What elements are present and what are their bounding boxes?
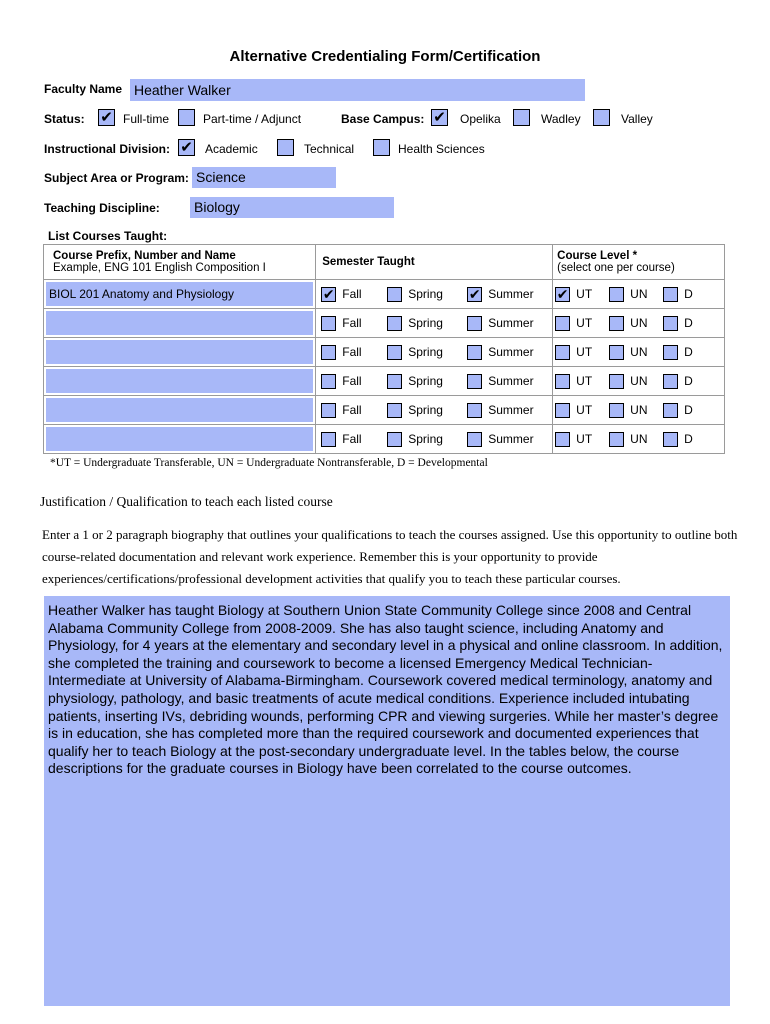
semester-fall-checkbox[interactable]: ✔ bbox=[322, 285, 335, 302]
level-ut-label: UT bbox=[576, 374, 593, 388]
level-ut-checkbox[interactable]: ✔ bbox=[556, 285, 569, 302]
division-academic-checkbox[interactable]: ✔ bbox=[178, 139, 195, 156]
semester-summer-label: Summer bbox=[488, 345, 534, 359]
level-footnote: *UT = Undergraduate Transferable, UN = Undergraduate Nontransferable, D = Developmental bbox=[50, 457, 488, 469]
courses-label: List Courses Taught: bbox=[48, 229, 168, 243]
semester-spring-label: Spring bbox=[408, 374, 443, 388]
level-ut-checkbox[interactable] bbox=[555, 403, 570, 418]
level-un-label: UN bbox=[630, 345, 648, 359]
division-health-checkbox[interactable] bbox=[373, 139, 390, 156]
division-technical-checkbox[interactable] bbox=[277, 139, 294, 156]
semester-fall-checkbox[interactable] bbox=[321, 345, 336, 360]
level-un-checkbox[interactable] bbox=[609, 403, 624, 418]
semester-summer-label: Summer bbox=[488, 374, 534, 388]
faculty-name-field[interactable]: Heather Walker bbox=[130, 79, 585, 101]
semester-spring-checkbox[interactable] bbox=[387, 287, 402, 302]
level-ut-checkbox[interactable] bbox=[555, 316, 570, 331]
level-d-checkbox[interactable] bbox=[663, 316, 678, 331]
level-d-checkbox[interactable] bbox=[663, 374, 678, 389]
level-ut-label: UT bbox=[576, 287, 593, 301]
campus-opelika-label: Opelika bbox=[460, 112, 501, 126]
level-d-label: D bbox=[684, 316, 693, 330]
level-ut-label: UT bbox=[576, 432, 593, 446]
semester-summer-checkbox[interactable]: ✔ bbox=[468, 285, 481, 302]
course-name-field[interactable] bbox=[46, 340, 313, 364]
semester-fall-label: Fall bbox=[342, 287, 362, 301]
level-ut-label: UT bbox=[576, 316, 593, 330]
level-ut-checkbox[interactable] bbox=[555, 374, 570, 389]
semester-spring-label: Spring bbox=[408, 432, 443, 446]
level-un-checkbox[interactable] bbox=[609, 345, 624, 360]
base-campus-label: Base Campus: bbox=[341, 112, 425, 126]
course-row bbox=[44, 367, 725, 396]
semester-summer-label: Summer bbox=[488, 432, 534, 446]
course-row bbox=[44, 309, 725, 338]
discipline-field[interactable]: Biology bbox=[190, 197, 394, 218]
level-d-checkbox[interactable] bbox=[663, 287, 678, 302]
division-academic-label: Academic bbox=[205, 142, 258, 156]
semester-fall-label: Fall bbox=[342, 345, 362, 359]
level-d-label: D bbox=[684, 345, 693, 359]
semester-summer-checkbox[interactable] bbox=[467, 432, 482, 447]
col-level-header: Course Level * bbox=[557, 250, 638, 262]
campus-valley-checkbox[interactable] bbox=[593, 109, 610, 126]
status-fulltime-checkbox[interactable]: ✔ bbox=[98, 109, 115, 126]
discipline-label: Teaching Discipline: bbox=[44, 201, 160, 215]
level-un-label: UN bbox=[630, 374, 648, 388]
level-un-checkbox[interactable] bbox=[609, 287, 624, 302]
level-d-checkbox[interactable] bbox=[663, 345, 678, 360]
level-ut-checkbox[interactable] bbox=[555, 432, 570, 447]
division-technical-label: Technical bbox=[304, 142, 355, 156]
subject-label: Subject Area or Program: bbox=[44, 171, 189, 185]
status-fulltime-label: Full-time bbox=[123, 112, 170, 126]
col-course-subheader: Example, ENG 101 English Composition I bbox=[53, 262, 266, 274]
justification-heading: Justification / Qualification to teach each listed course bbox=[40, 494, 333, 509]
courses-header-row bbox=[44, 245, 725, 280]
semester-fall-label: Fall bbox=[342, 403, 362, 417]
level-un-checkbox[interactable] bbox=[609, 316, 624, 331]
course-name-field[interactable] bbox=[46, 311, 313, 335]
biography-field[interactable]: Heather Walker has taught Biology at Southern Union State Community College since 2008 and Central Alabama Community College from 2008-2009. She has also taught science, including Anatomy and Physiology, for 4 years at the elementary and secondary level in a physical and online classroom. In addition, she completed the training and coursework to become a licensed Emergency Medical Technician-Intermediate at University of Alabama-Birmingham. Coursework covered medical terminology, anatomy and physiology, pathology, and basic treatments of acute medical conditions. Experience included intubating patients, inserting IVs, debriding wounds, performing CPR and viewing surgeries. While her master’s degree is in education, she has completed more than the required coursework and documented experiences that qualify her to teach Biology at the post-secondary undergraduate level. In the tables below, the course descriptions for the graduate courses in Biology have been correlated to the course outcomes. bbox=[44, 596, 730, 1006]
semester-fall-checkbox[interactable] bbox=[321, 432, 336, 447]
level-un-label: UN bbox=[630, 432, 648, 446]
semester-summer-label: Summer bbox=[488, 316, 534, 330]
semester-spring-checkbox[interactable] bbox=[387, 403, 402, 418]
semester-spring-label: Spring bbox=[408, 403, 443, 417]
status-parttime-label: Part-time / Adjunct bbox=[203, 112, 302, 126]
course-name-field[interactable] bbox=[46, 398, 313, 422]
semester-summer-label: Summer bbox=[488, 287, 534, 301]
semester-summer-checkbox[interactable] bbox=[467, 374, 482, 389]
form-title: Alternative Credentialing Form/Certification bbox=[229, 48, 541, 65]
col-level-subheader: (select one per course) bbox=[557, 262, 675, 274]
course-row bbox=[44, 425, 725, 454]
semester-summer-checkbox[interactable] bbox=[467, 345, 482, 360]
semester-fall-label: Fall bbox=[342, 374, 362, 388]
faculty-name-label: Faculty Name bbox=[44, 82, 123, 96]
level-un-label: UN bbox=[630, 403, 648, 417]
level-d-checkbox[interactable] bbox=[663, 403, 678, 418]
justification-instructions: Enter a 1 or 2 paragraph biography that outlines your qualifications to teach the courses assigned. Use this opportunity to outline both course-related documentation and relevant work experience. Remember this is your opportunity to provide experiences/certifications/professional development activities that qualify you to teach these particular courses. bbox=[42, 527, 738, 586]
semester-spring-checkbox[interactable] bbox=[387, 345, 402, 360]
semester-fall-checkbox[interactable] bbox=[321, 374, 336, 389]
semester-spring-checkbox[interactable] bbox=[387, 432, 402, 447]
level-d-label: D bbox=[684, 287, 693, 301]
semester-spring-checkbox[interactable] bbox=[387, 374, 402, 389]
status-label: Status: bbox=[44, 112, 85, 126]
level-ut-checkbox[interactable] bbox=[555, 345, 570, 360]
semester-spring-label: Spring bbox=[408, 287, 443, 301]
courses-table bbox=[43, 244, 725, 454]
division-label: Instructional Division: bbox=[44, 142, 171, 156]
semester-fall-label: Fall bbox=[342, 316, 362, 330]
semester-spring-checkbox[interactable] bbox=[387, 316, 402, 331]
semester-summer-checkbox[interactable] bbox=[467, 316, 482, 331]
col-semester-header: Semester Taught bbox=[316, 245, 553, 280]
course-row bbox=[44, 338, 725, 367]
semester-summer-checkbox[interactable] bbox=[467, 403, 482, 418]
course-row bbox=[44, 396, 725, 425]
course-name-field[interactable] bbox=[46, 369, 313, 393]
semester-spring-label: Spring bbox=[408, 316, 443, 330]
level-d-label: D bbox=[684, 374, 693, 388]
semester-summer-label: Summer bbox=[488, 403, 534, 417]
subject-field[interactable]: Science bbox=[192, 167, 336, 188]
level-un-checkbox[interactable] bbox=[609, 374, 624, 389]
semester-fall-label: Fall bbox=[342, 432, 362, 446]
course-row bbox=[44, 280, 725, 309]
level-ut-label: UT bbox=[576, 345, 593, 359]
level-un-label: UN bbox=[630, 316, 648, 330]
level-d-label: D bbox=[684, 432, 693, 446]
level-un-label: UN bbox=[630, 287, 648, 301]
campus-valley-label: Valley bbox=[621, 112, 653, 126]
campus-wadley-label: Wadley bbox=[541, 112, 581, 126]
semester-spring-label: Spring bbox=[408, 345, 443, 359]
level-un-checkbox[interactable] bbox=[609, 432, 624, 447]
semester-fall-checkbox[interactable] bbox=[321, 403, 336, 418]
campus-opelika-checkbox[interactable]: ✔ bbox=[431, 109, 448, 126]
status-parttime-checkbox[interactable] bbox=[178, 109, 195, 126]
level-d-checkbox[interactable] bbox=[663, 432, 678, 447]
campus-wadley-checkbox[interactable] bbox=[513, 109, 530, 126]
col-course-header: Course Prefix, Number and Name bbox=[53, 250, 236, 262]
division-health-label: Health Sciences bbox=[398, 142, 485, 156]
course-name-field[interactable]: BIOL 201 Anatomy and Physiology bbox=[46, 282, 313, 306]
semester-fall-checkbox[interactable] bbox=[321, 316, 336, 331]
level-ut-label: UT bbox=[576, 403, 593, 417]
course-name-field[interactable] bbox=[46, 427, 313, 451]
level-d-label: D bbox=[684, 403, 693, 417]
